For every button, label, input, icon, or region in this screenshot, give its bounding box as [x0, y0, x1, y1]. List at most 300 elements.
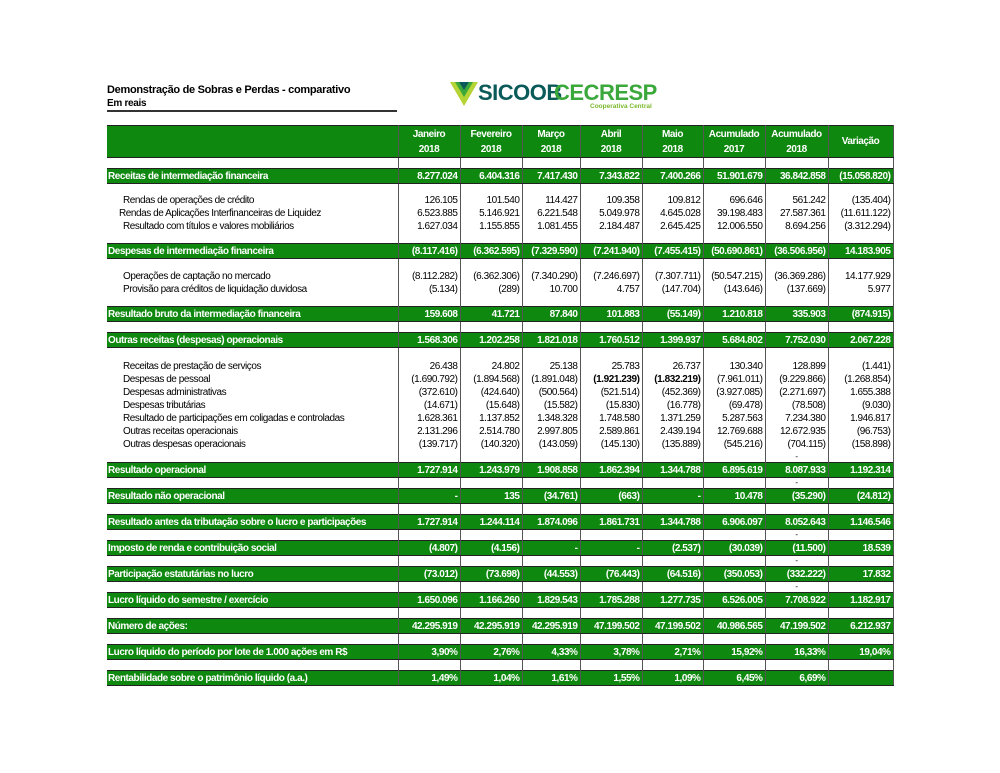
value-cell: 1.210.818 [703, 307, 765, 322]
spacer-cell [765, 184, 828, 195]
dash-mark: - [765, 478, 828, 489]
spacer-cell [828, 582, 893, 593]
value-cell: (7.246.697) [580, 270, 642, 283]
row-label: Receitas de intermediação financeira [107, 169, 398, 184]
value-cell: 5.977 [828, 283, 893, 296]
value-cell: (36.369.286) [765, 270, 828, 283]
summary-row [107, 463, 893, 478]
value-cell: 12.672.935 [765, 425, 828, 438]
value-cell: 4.645.028 [642, 207, 703, 220]
summary-row [107, 541, 893, 556]
spacer-cell [642, 530, 703, 541]
value-cell: 51.901.679 [703, 169, 765, 184]
value-cell: (34.761) [522, 489, 580, 504]
value-cell: 1.821.018 [522, 333, 580, 348]
spacer-cell [765, 504, 828, 515]
spacer-cell [107, 608, 398, 619]
row-label: Número de ações: [107, 619, 398, 634]
value-cell: 1.202.258 [460, 333, 522, 348]
row-label: Imposto de renda e contribuição social [107, 541, 398, 556]
value-cell: 8.052.643 [765, 515, 828, 530]
spacer-cell [522, 504, 580, 515]
detail-row [107, 373, 893, 386]
value-cell: (69.478) [703, 399, 765, 412]
detail-row [107, 425, 893, 438]
value-cell: (424.640) [460, 386, 522, 399]
value-cell: (64.516) [642, 567, 703, 582]
spacer-cell [398, 478, 460, 489]
value-cell: (289) [460, 283, 522, 296]
summary-row [107, 489, 893, 504]
value-cell: 1.399.937 [642, 333, 703, 348]
spacer-cell [580, 296, 642, 307]
value-cell: 10.478 [703, 489, 765, 504]
value-cell: (5.134) [398, 283, 460, 296]
spacer-cell [703, 322, 765, 333]
spacer-row [107, 608, 893, 619]
value-cell: 109.812 [642, 194, 703, 207]
value-cell: (7.329.590) [522, 244, 580, 259]
value-cell: 4,33% [522, 645, 580, 660]
row-label: Resultado operacional [107, 463, 398, 478]
value-cell: (44.553) [522, 567, 580, 582]
value-cell: 1.081.455 [522, 220, 580, 233]
value-cell: 2,76% [460, 645, 522, 660]
value-cell: (9.229.866) [765, 373, 828, 386]
value-cell: (6.362.306) [460, 270, 522, 283]
row-label: Rendas de operações de crédito [107, 194, 398, 207]
value-cell: (14.671) [398, 399, 460, 412]
value-cell: - [398, 489, 460, 504]
spacer-cell [765, 348, 828, 361]
spacer-cell [398, 530, 460, 541]
spacer-cell [765, 296, 828, 307]
value-cell: 6.404.316 [460, 169, 522, 184]
spacer-cell [460, 158, 522, 169]
spacer-cell [580, 530, 642, 541]
spacer-cell [398, 660, 460, 671]
spacer-cell [828, 158, 893, 169]
value-cell: 8.694.256 [765, 220, 828, 233]
value-cell: 8.277.024 [398, 169, 460, 184]
spacer-cell [703, 478, 765, 489]
spacer-cell [703, 660, 765, 671]
spacer-cell [703, 348, 765, 361]
value-cell: (2.537) [642, 541, 703, 556]
spacer-cell [703, 184, 765, 195]
value-cell: 101.540 [460, 194, 522, 207]
financial-statement-table [107, 125, 894, 686]
row-label: Lucro líquido do semestre / exercício [107, 593, 398, 608]
value-cell: 1.785.288 [580, 593, 642, 608]
value-cell: (30.039) [703, 541, 765, 556]
value-cell: (500.564) [522, 386, 580, 399]
spacer-cell [398, 233, 460, 244]
spacer-row [107, 582, 893, 593]
value-cell: 1.908.858 [522, 463, 580, 478]
spacer-cell [460, 556, 522, 567]
spacer-cell [828, 184, 893, 195]
spacer-cell [828, 530, 893, 541]
spacer-cell [107, 259, 398, 271]
spacer-cell [398, 184, 460, 195]
spacer-cell [398, 504, 460, 515]
column-header-label: Acumulado [771, 128, 822, 140]
spacer-row [107, 184, 893, 195]
spacer-cell [580, 259, 642, 271]
value-cell: 1.182.917 [828, 593, 893, 608]
spacer-cell [522, 530, 580, 541]
value-cell: (158.898) [828, 438, 893, 451]
value-cell: 2,71% [642, 645, 703, 660]
spacer-row [107, 556, 893, 567]
value-cell: 10.700 [522, 283, 580, 296]
summary-row [107, 333, 893, 348]
spacer-cell [398, 634, 460, 645]
value-cell: 7.343.822 [580, 169, 642, 184]
spacer-cell [460, 451, 522, 463]
spacer-cell [522, 259, 580, 271]
spacer-cell [460, 259, 522, 271]
summary-row [107, 593, 893, 608]
value-cell: 1,04% [460, 671, 522, 686]
value-cell: (55.149) [642, 307, 703, 322]
value-cell: (135.404) [828, 194, 893, 207]
summary-row [107, 619, 893, 634]
value-cell: (1.921.239) [580, 373, 642, 386]
row-label: Outras despesas operacionais [107, 438, 398, 451]
value-cell: 1.277.735 [642, 593, 703, 608]
detail-row [107, 438, 893, 451]
spacer-cell [580, 660, 642, 671]
spacer-cell [460, 348, 522, 361]
spacer-cell [580, 348, 642, 361]
value-cell: (36.506.956) [765, 244, 828, 259]
summary-row [107, 671, 893, 686]
value-cell: (96.753) [828, 425, 893, 438]
value-cell: 1,49% [398, 671, 460, 686]
value-cell: (704.115) [765, 438, 828, 451]
title-divider [107, 110, 397, 112]
value-cell: 27.587.361 [765, 207, 828, 220]
spacer-cell [642, 634, 703, 645]
value-cell: 2.439.194 [642, 425, 703, 438]
spacer-cell [580, 184, 642, 195]
value-cell: 6.212.937 [828, 619, 893, 634]
spacer-cell [765, 233, 828, 244]
value-cell: 128.899 [765, 360, 828, 373]
value-cell: 7.234.380 [765, 412, 828, 425]
value-cell: (3.927.085) [703, 386, 765, 399]
spacer-cell [703, 158, 765, 169]
value-cell: (145.130) [580, 438, 642, 451]
value-cell: (15.582) [522, 399, 580, 412]
spacer-cell [703, 259, 765, 271]
value-cell: (874.915) [828, 307, 893, 322]
spacer-cell [828, 660, 893, 671]
value-cell: 1.244.114 [460, 515, 522, 530]
value-cell: 1.344.788 [642, 515, 703, 530]
spacer-row [107, 322, 893, 333]
value-cell: 40.986.565 [703, 619, 765, 634]
value-cell: 1.655.388 [828, 386, 893, 399]
value-cell: 15,92% [703, 645, 765, 660]
value-cell: 6.895.619 [703, 463, 765, 478]
spacer-cell [642, 660, 703, 671]
value-cell: (4.156) [460, 541, 522, 556]
value-cell: (1.441) [828, 360, 893, 373]
value-cell: 14.177.929 [828, 270, 893, 283]
value-cell: 3,78% [580, 645, 642, 660]
value-cell: 135 [460, 489, 522, 504]
row-label: Outras receitas (despesas) operacionais [107, 333, 398, 348]
spacer-cell [460, 184, 522, 195]
spacer-row [107, 530, 893, 541]
value-cell: 2.131.296 [398, 425, 460, 438]
spacer-cell [703, 451, 765, 463]
row-label: Resultado não operacional [107, 489, 398, 504]
value-cell: 3,90% [398, 645, 460, 660]
spacer-cell [580, 478, 642, 489]
table-header-row [107, 126, 893, 158]
spacer-cell [642, 478, 703, 489]
value-cell: (11.611.122) [828, 207, 893, 220]
value-cell: 6,45% [703, 671, 765, 686]
spacer-cell [828, 259, 893, 271]
spacer-cell [828, 322, 893, 333]
detail-row [107, 270, 893, 283]
spacer-cell [398, 582, 460, 593]
column-header [828, 126, 893, 158]
value-cell: 41.721 [460, 307, 522, 322]
value-cell: 47.199.502 [765, 619, 828, 634]
value-cell: 8.087.933 [765, 463, 828, 478]
value-cell: 5.049.978 [580, 207, 642, 220]
column-header-year: 2018 [786, 143, 807, 155]
logo-name: CECRESP [554, 80, 657, 105]
value-cell: 1.829.543 [522, 593, 580, 608]
value-cell: 25.783 [580, 360, 642, 373]
value-cell: 2.067.228 [828, 333, 893, 348]
value-cell: 1.748.580 [580, 412, 642, 425]
value-cell: (545.216) [703, 438, 765, 451]
value-cell: 1,61% [522, 671, 580, 686]
spacer-row [107, 296, 893, 307]
value-cell: (372.610) [398, 386, 460, 399]
row-label: Participação estatutárias no lucro [107, 567, 398, 582]
spacer-cell [580, 608, 642, 619]
spacer-cell [460, 660, 522, 671]
value-cell: (8.117.416) [398, 244, 460, 259]
value-cell: 159.608 [398, 307, 460, 322]
spacer-cell [642, 451, 703, 463]
value-cell: (15.058.820) [828, 169, 893, 184]
spacer-cell [765, 608, 828, 619]
row-label: Provisão para créditos de liquidação duvidosa [107, 283, 398, 296]
value-cell: 12.006.550 [703, 220, 765, 233]
value-cell: 1.862.394 [580, 463, 642, 478]
logo-chevron-icon [450, 82, 478, 106]
value-cell: 87.840 [522, 307, 580, 322]
value-cell: (15.830) [580, 399, 642, 412]
detail-row [107, 386, 893, 399]
value-cell: (1.894.568) [460, 373, 522, 386]
value-cell: (7.455.415) [642, 244, 703, 259]
value-cell: 101.883 [580, 307, 642, 322]
value-cell: (3.312.294) [828, 220, 893, 233]
spacer-cell [522, 296, 580, 307]
detail-row [107, 399, 893, 412]
spacer-cell [398, 259, 460, 271]
spacer-cell [765, 322, 828, 333]
spacer-cell [107, 322, 398, 333]
value-cell: 47.199.502 [642, 619, 703, 634]
spacer-cell [580, 582, 642, 593]
spacer-row [107, 634, 893, 645]
value-cell: 2.184.487 [580, 220, 642, 233]
value-cell: 2.589.861 [580, 425, 642, 438]
spacer-cell [107, 184, 398, 195]
column-header-year: 2018 [480, 143, 502, 155]
value-cell: (24.812) [828, 489, 893, 504]
summary-row [107, 515, 893, 530]
detail-row [107, 220, 893, 233]
spacer-row [107, 451, 893, 463]
row-label: Resultado com títulos e valores mobiliários [107, 220, 398, 233]
value-cell: 1.137.852 [460, 412, 522, 425]
column-header-label: Fevereiro [470, 128, 512, 140]
value-cell: 4.757 [580, 283, 642, 296]
spacer-cell [828, 608, 893, 619]
value-cell: (78.508) [765, 399, 828, 412]
spacer-cell [642, 556, 703, 567]
spacer-cell [703, 296, 765, 307]
row-label: Despesas de pessoal [107, 373, 398, 386]
column-header [460, 126, 522, 158]
value-cell: 1.727.914 [398, 515, 460, 530]
column-header-label: Acumulado [708, 128, 760, 140]
value-cell: 2.645.425 [642, 220, 703, 233]
column-header [398, 126, 460, 158]
value-cell: (332.222) [765, 567, 828, 582]
spacer-cell [642, 259, 703, 271]
column-header-year: 2018 [662, 143, 683, 155]
spacer-cell [703, 530, 765, 541]
column-header-year: 2018 [540, 143, 562, 155]
value-cell: 696.646 [703, 194, 765, 207]
column-header [765, 126, 828, 158]
value-cell: 1.650.096 [398, 593, 460, 608]
detail-row [107, 412, 893, 425]
value-cell: (50.547.215) [703, 270, 765, 283]
spacer-cell [522, 582, 580, 593]
spacer-row [107, 504, 893, 515]
value-cell: 1.371.259 [642, 412, 703, 425]
row-label: Receitas de prestação de serviços [107, 360, 398, 373]
spacer-cell [828, 451, 893, 463]
report-title: Demonstração de Sobras e Perdas - comparativo [107, 84, 351, 96]
value-cell: 47.199.502 [580, 619, 642, 634]
value-cell: 19,04% [828, 645, 893, 660]
row-label: Resultado de participações em coligadas e controladas [107, 412, 398, 425]
value-cell: (6.362.595) [460, 244, 522, 259]
value-cell: 1.348.328 [522, 412, 580, 425]
spacer-cell [642, 184, 703, 195]
column-header-year: 2018 [600, 143, 622, 155]
value-cell: 36.842.858 [765, 169, 828, 184]
spacer-cell [828, 296, 893, 307]
spacer-cell [107, 660, 398, 671]
value-cell: 7.752.030 [765, 333, 828, 348]
value-cell: 6.221.548 [522, 207, 580, 220]
logo-brand: SICOOB [478, 80, 562, 105]
spacer-cell [642, 296, 703, 307]
value-cell: 42.295.919 [460, 619, 522, 634]
value-cell: 7.400.266 [642, 169, 703, 184]
value-cell: (73.698) [460, 567, 522, 582]
spacer-cell [703, 556, 765, 567]
spacer-cell [398, 158, 460, 169]
column-header [580, 126, 642, 158]
spacer-cell [765, 158, 828, 169]
value-cell: 2.514.780 [460, 425, 522, 438]
value-cell: - [642, 489, 703, 504]
column-header-year: 2018 [418, 143, 440, 155]
value-cell: 1.627.034 [398, 220, 460, 233]
row-label: Rendas de Aplicações Interfinanceiras de Liquidez [107, 207, 398, 220]
spacer-cell [398, 451, 460, 463]
value-cell: 335.903 [765, 307, 828, 322]
value-cell: 1.760.512 [580, 333, 642, 348]
value-cell: 6.523.885 [398, 207, 460, 220]
value-cell: 1.344.788 [642, 463, 703, 478]
detail-row [107, 194, 893, 207]
spacer-cell [765, 660, 828, 671]
spacer-cell [642, 233, 703, 244]
spacer-cell [703, 582, 765, 593]
value-cell: (1.268.854) [828, 373, 893, 386]
spacer-cell [642, 158, 703, 169]
value-cell: (1.832.219) [642, 373, 703, 386]
value-cell: 130.340 [703, 360, 765, 373]
value-cell: 6.906.097 [703, 515, 765, 530]
spacer-cell [107, 556, 398, 567]
spacer-row [107, 478, 893, 489]
column-header [522, 126, 580, 158]
value-cell: 26.438 [398, 360, 460, 373]
value-cell: (15.648) [460, 399, 522, 412]
spacer-cell [398, 322, 460, 333]
spacer-cell [642, 348, 703, 361]
spacer-cell [398, 556, 460, 567]
spacer-cell [703, 608, 765, 619]
value-cell: 18.539 [828, 541, 893, 556]
spacer-cell [580, 451, 642, 463]
value-cell: 5.146.921 [460, 207, 522, 220]
value-cell: 1.166.260 [460, 593, 522, 608]
sicoob-cecresp-logo [450, 80, 655, 112]
spacer-cell [580, 322, 642, 333]
row-label: Rentabilidade sobre o patrimônio líquido (a.a.) [107, 671, 398, 686]
value-cell: (7.307.711) [642, 270, 703, 283]
detail-row [107, 360, 893, 373]
spacer-cell [522, 608, 580, 619]
value-cell: (7.241.940) [580, 244, 642, 259]
value-cell: 114.427 [522, 194, 580, 207]
spacer-row [107, 233, 893, 244]
spacer-cell [460, 582, 522, 593]
row-label: Outras receitas operacionais [107, 425, 398, 438]
